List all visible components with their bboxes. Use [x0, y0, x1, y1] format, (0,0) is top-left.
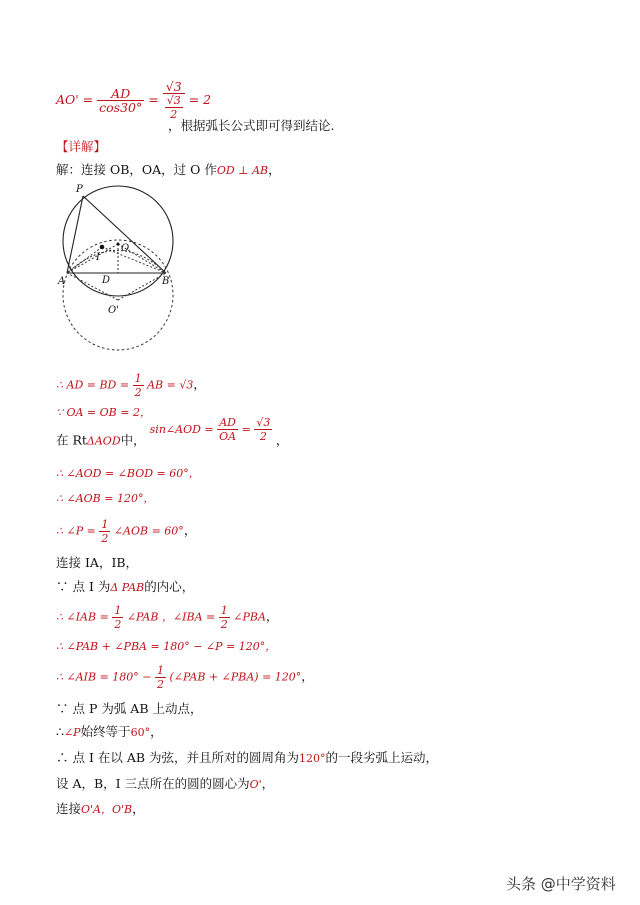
- geometry-figure: [50, 180, 190, 360]
- segment-oa: [67, 244, 118, 273]
- segment-ib: [102, 247, 166, 273]
- label-a: A: [58, 276, 66, 287]
- circle-o: [63, 186, 173, 296]
- label-b: B: [162, 276, 170, 287]
- formula-ao-prime: AO' = $\frac{AD}{\cos 30^\circ}$ = $\frac{√3}{\frac{√3}{2}}$ = 2: [56, 79, 212, 121]
- line-oa-ob: ∵ OA = OB = 2，: [56, 406, 151, 419]
- line-ad-bd: ∴ AD = BD = $\frac{1}{2}$ AB = √3，: [56, 372, 206, 399]
- formula-tail-text: ，根据弧长公式即可得到结论.: [168, 118, 335, 133]
- watermark: [506, 873, 616, 894]
- fraction-sqrt3-over-sqrt3-2: $\frac{√3}{\frac{√3}{2}}$: [163, 80, 185, 121]
- line-center-o-prime: 设 A，B，I 三点所在的圆的圆心为O'，: [56, 776, 275, 791]
- line-incenter: ∵ 点 I 为Δ PAB的内心，: [56, 579, 195, 594]
- segment-o2a: [67, 273, 118, 300]
- line-angle-aib: ∴ ∠AIB = 180° − $\frac{1}{2}$ (∠PAB + ∠PBA) = 120°，: [56, 664, 314, 691]
- point-i: [100, 245, 105, 250]
- label-i: I: [96, 252, 100, 263]
- label-o-prime: O': [108, 305, 119, 316]
- solution-intro: 解：连接 OB，OA，过 O 作OD ⊥ AB，: [56, 162, 281, 177]
- line-connect-o-prime: 连接O'A，O'B，: [56, 801, 145, 816]
- line-p-constant: ∴∠P始终等于60°，: [56, 724, 163, 739]
- line-i-locus: ∴ 点 I 在以 AB 为弦，并且所对的圆周角为120°的一段劣弧上运动，: [56, 750, 439, 765]
- point-o: [117, 243, 120, 246]
- detail-heading: 【详解】: [56, 139, 107, 154]
- segment-o2b: [118, 273, 166, 300]
- label-p: P: [76, 184, 83, 195]
- formula-lhs: AO' =: [56, 92, 94, 107]
- line-angle-iab-iba: ∴ ∠IAB = $\frac{1}{2}$ ∠PAB ，∠IBA = $\frac{1}{2}$ ∠PBA，: [56, 604, 279, 631]
- line-p-moving: ∵ 点 P 为弧 AB 上动点，: [56, 701, 203, 716]
- label-d: D: [102, 275, 111, 286]
- line-angle-aob: ∴ ∠AOB = 120°，: [56, 492, 155, 505]
- line-sin-aod: 在 RtΔAOD中， sin∠AOD = $\frac{AD}{OA}$ = $\frac{√3}{2}$ ，: [56, 416, 289, 448]
- line-angle-p: ∴ ∠P = $\frac{1}{2}$ ∠AOB = 60°，: [56, 518, 197, 545]
- line-sum-angles: ∴ ∠PAB + ∠PBA = 180° − ∠P = 120°，: [56, 640, 277, 653]
- watermark-text: 头条 @中学资料: [506, 875, 616, 893]
- line-angle-aod-bod: ∴ ∠AOD = ∠BOD = 60°，: [56, 467, 200, 480]
- line-connect-ia-ib: 连接 IA，IB，: [56, 555, 139, 570]
- label-o: O: [121, 243, 130, 254]
- fraction-ad-cos30: $\frac{AD}{\cos 30^\circ}$: [99, 86, 143, 115]
